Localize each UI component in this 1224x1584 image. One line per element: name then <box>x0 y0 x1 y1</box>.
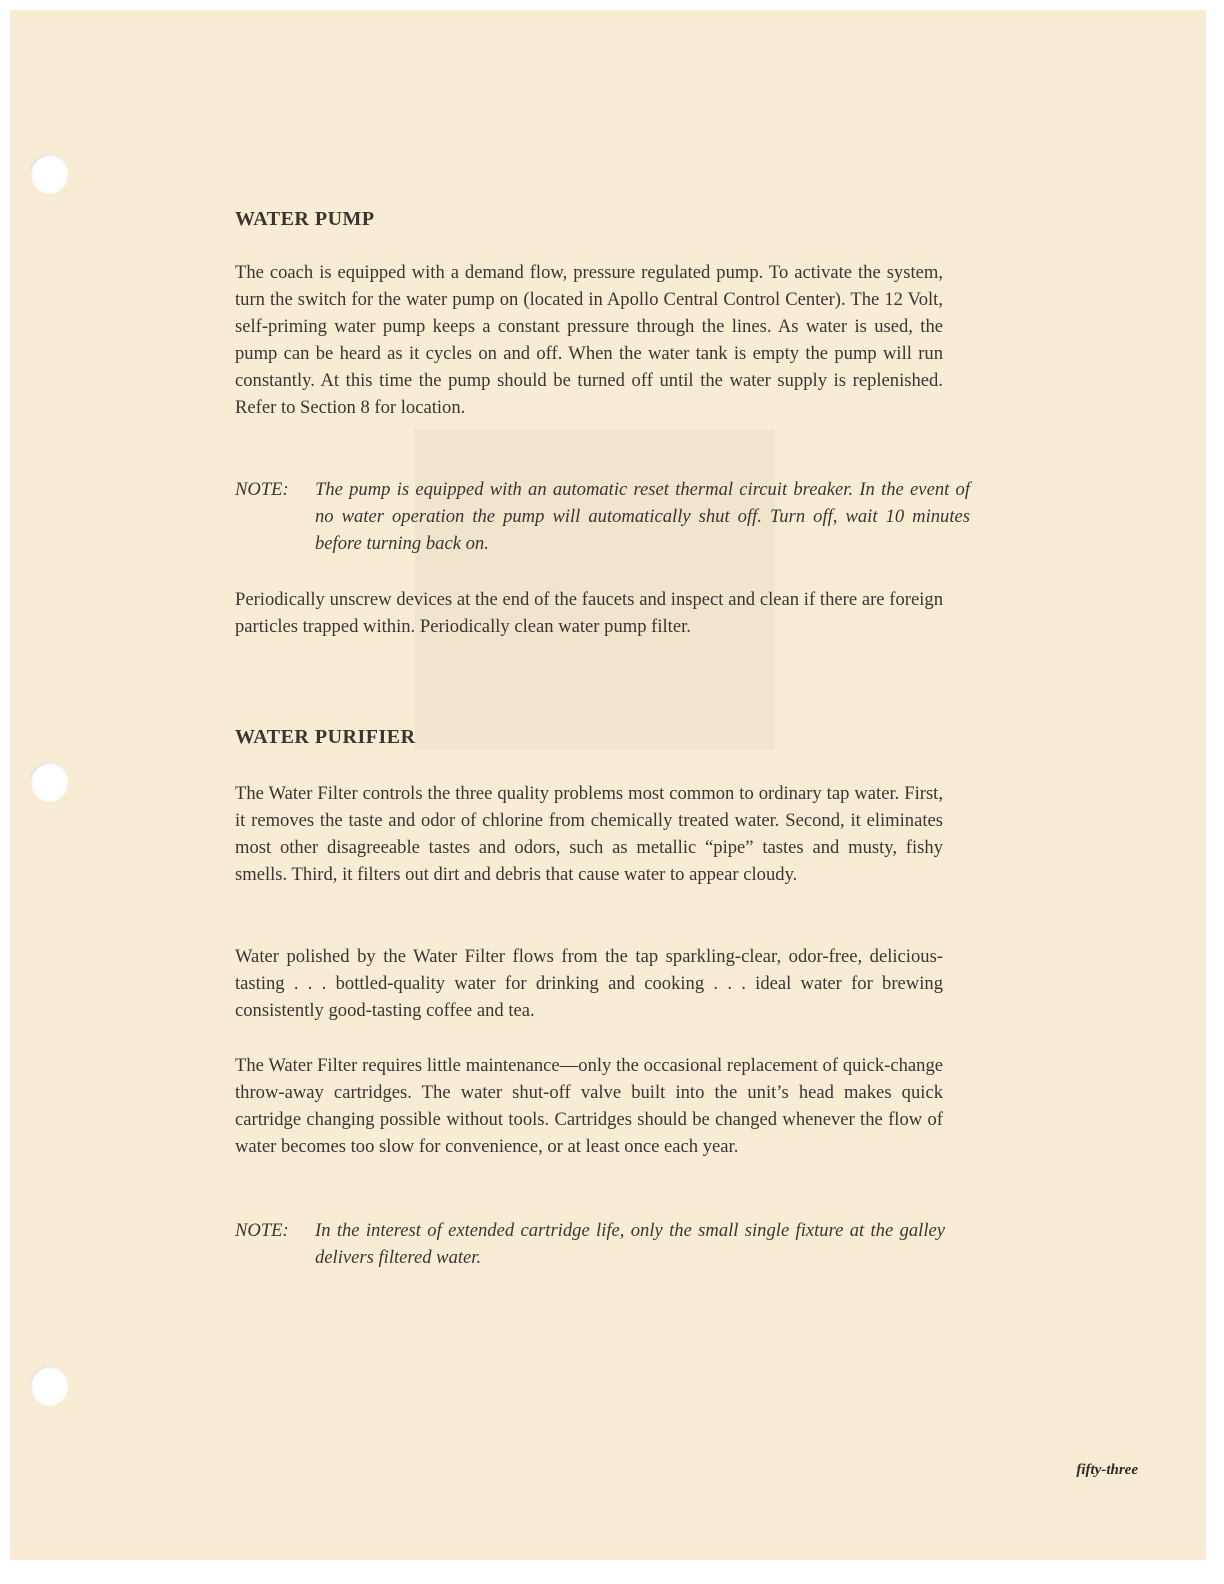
water-pump-maintenance-paragraph: Periodically unscrew devices at the end of the faucets and inspect and clean if there are foreign particles trapped within. Periodically clean water pump filter. <box>235 589 943 637</box>
water-pump-note <box>235 476 970 557</box>
document-page <box>10 10 1206 1560</box>
binder-hole-middle <box>30 762 68 802</box>
page-number: fifty-three <box>1076 1462 1138 1478</box>
note-text: In the interest of extended cartridge life, only the small single fixture at the galley delivers filtered water. <box>315 1220 945 1268</box>
binder-hole-top <box>30 154 68 194</box>
water-purifier-paragraph-2: Water polished by the Water Filter flows from the tap sparkling-clear, odor-free, delicious-tasting . . . bottled-quality water for drinking and cooking . . . ideal water for brewing consistently good-tasting coffee and tea. <box>235 946 943 1021</box>
water-purifier-paragraph-3: The Water Filter requires little maintenance—only the occasional replacement of quick-change throw-away cartridges. The water shut-off valve built into the unit’s head makes quick cartridge changing possible without tools. Cartridges should be changed whenever the flow of water becomes too slow for convenience, or at least once each year. <box>235 1055 943 1157</box>
section-heading-water-pump: WATER PUMP <box>235 208 375 230</box>
note-label: NOTE: <box>235 1220 289 1241</box>
note-text: The pump is equipped with an automatic reset thermal circuit breaker. In the event of no water operation the pump will automatically shut off. Turn off, wait 10 minutes before turning back on. <box>315 479 970 554</box>
water-purifier-note <box>235 1217 945 1271</box>
water-purifier-paragraph-1: The Water Filter controls the three quality problems most common to ordinary tap water. First, it removes the taste and odor of chlorine from chemically treated water. Second, it eliminates most other disagreeable tastes and odors, such as metallic “pipe” tastes and musty, fishy smells. Third, it filters out dirt and debris that cause water to appear cloudy. <box>235 783 943 885</box>
binder-hole-bottom <box>30 1366 68 1406</box>
section-heading-water-purifier: WATER PURIFIER <box>235 726 416 748</box>
water-pump-paragraph: The coach is equipped with a demand flow, pressure regulated pump. To activate the system, turn the switch for the water pump on (located in Apollo Central Control Center). The 12 Volt, self-priming water pump keeps a constant pressure through the lines. As water is used, the pump can be heard as it cycles on and off. When the water tank is empty the pump will run constantly. At this time the pump should be turned off until the water supply is replenished. Refer to Section 8 for location. <box>235 262 943 418</box>
note-label: NOTE: <box>235 479 289 500</box>
